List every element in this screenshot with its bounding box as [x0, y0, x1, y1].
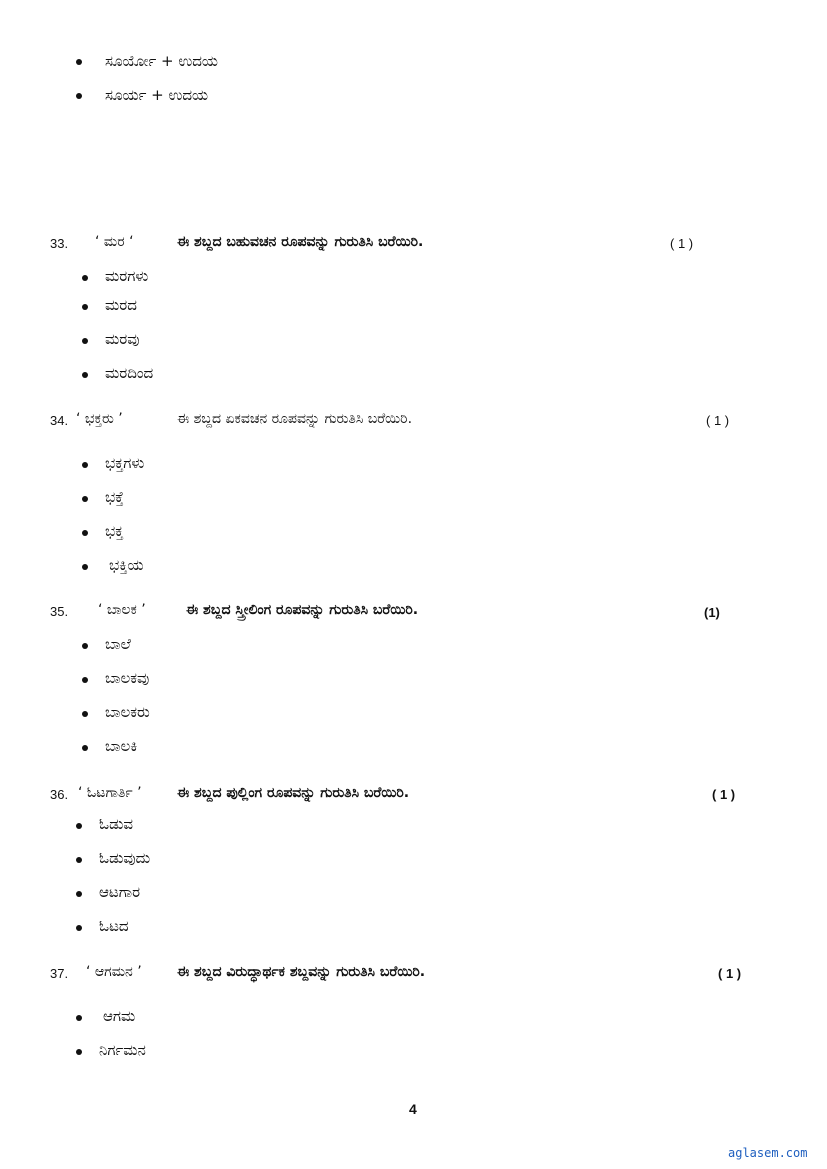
bullet	[82, 530, 88, 536]
bullet	[82, 338, 88, 344]
question-marks: (1)	[704, 605, 720, 620]
option-text: ಭಕ್ತಿಯ	[109, 556, 144, 574]
bullet	[82, 496, 88, 502]
question-number: 34.	[50, 413, 69, 428]
question-marks: ( 1 )	[706, 413, 730, 428]
option-text: ಬಾಲಕರು	[105, 703, 150, 721]
bullet	[82, 677, 88, 683]
question-marks: ( 1 )	[718, 966, 742, 981]
option-text: ಓಡುವುದು	[99, 849, 151, 867]
question-marks: ( 1 )	[670, 236, 694, 251]
bullet	[82, 643, 88, 649]
bullet	[76, 1049, 82, 1055]
bullet	[82, 711, 88, 717]
bullet	[82, 745, 88, 751]
footer-watermark: aglasem.com	[728, 1146, 808, 1160]
bullet	[76, 857, 82, 863]
bullet	[82, 462, 88, 468]
bullet	[82, 304, 88, 310]
option-text: ಆಗಮ	[103, 1007, 136, 1025]
bullet	[82, 275, 88, 281]
question-number: 35.	[50, 604, 69, 619]
bullet	[76, 925, 82, 931]
option-text: ಬಾಲಕವು	[105, 669, 150, 687]
option-text: ಓಡುವ	[99, 815, 134, 833]
bullet	[76, 823, 82, 829]
option-text: ಆಟಗಾರ	[99, 883, 141, 901]
question-word: ‘ ಬಾಲಕ ’	[98, 602, 146, 618]
question-instruction: ಈ ಶಬ್ದದ ಪುಲ್ಲಿಂಗ ರೂಪವನ್ನು ಗುರುತಿಸಿ ಬರೆಯಿರಿ.	[177, 785, 410, 801]
option-text: ಮರವು	[105, 330, 140, 348]
question-instruction: ಈ ಶಬ್ದದ ಏಕವಚನ ರೂಪವನ್ನು ಗುರುತಿಸಿ ಬರೆಯಿರಿ.	[177, 411, 413, 427]
bullet	[82, 372, 88, 378]
question-instruction: ಈ ಶಬ್ದದ ಬಹುವಚನ ರೂಪವನ್ನು ಗುರುತಿಸಿ ಬರೆಯಿರಿ.	[177, 234, 424, 250]
option-text: ಓಟದ	[99, 917, 129, 935]
option-text: ಸೂರ್ಯ + ಉದಯ	[105, 86, 209, 104]
bullet	[76, 1015, 82, 1021]
question-instruction: ಈ ಶಬ್ದದ ಸ್ತ್ರೀಲಿಂಗ ರೂಪವನ್ನು ಗುರುತಿಸಿ ಬರೆಯಿರಿ.	[186, 602, 419, 618]
question-word: ‘ ಭಕ್ತರು ’	[76, 411, 123, 427]
option-text: ಬಾಲೆ	[105, 635, 131, 653]
option-text: ಭಕ್ತ	[105, 522, 124, 540]
question-word: ‘ ಆಗಮನ ’	[86, 964, 142, 980]
question-number: 36.	[50, 787, 69, 802]
option-text: ಮರದ	[105, 296, 137, 314]
question-instruction: ಈ ಶಬ್ದದ ವಿರುದ್ಧಾರ್ಥಕ ಶಬ್ದವನ್ನು ಗುರುತಿಸಿ ಬರೆಯಿರಿ.	[177, 964, 426, 980]
bullet	[76, 93, 82, 99]
bullet	[76, 59, 82, 65]
option-text: ಭಕ್ತೆ	[105, 488, 124, 506]
option-text: ನಿರ್ಗಮನ	[99, 1041, 146, 1059]
question-word: ‘ ಮರ ‘	[95, 234, 134, 250]
question-number: 37.	[50, 966, 69, 981]
bullet	[82, 564, 88, 570]
option-text: ಭಕ್ತಗಳು	[105, 454, 145, 472]
option-text: ಬಾಲಕಿ	[105, 737, 138, 755]
option-text: ಸೂರ್ಯೋ + ಉದಯ	[105, 52, 218, 70]
option-text: ಮರದಿಂದ	[105, 364, 154, 382]
bullet	[76, 891, 82, 897]
page-number: 4	[409, 1101, 417, 1117]
question-word: ‘ ಓಟಗಾರ್ತಿ ’	[78, 785, 142, 801]
question-number: 33.	[50, 236, 69, 251]
option-text: ಮರಗಳು	[105, 267, 149, 285]
question-marks: ( 1 )	[712, 787, 736, 802]
